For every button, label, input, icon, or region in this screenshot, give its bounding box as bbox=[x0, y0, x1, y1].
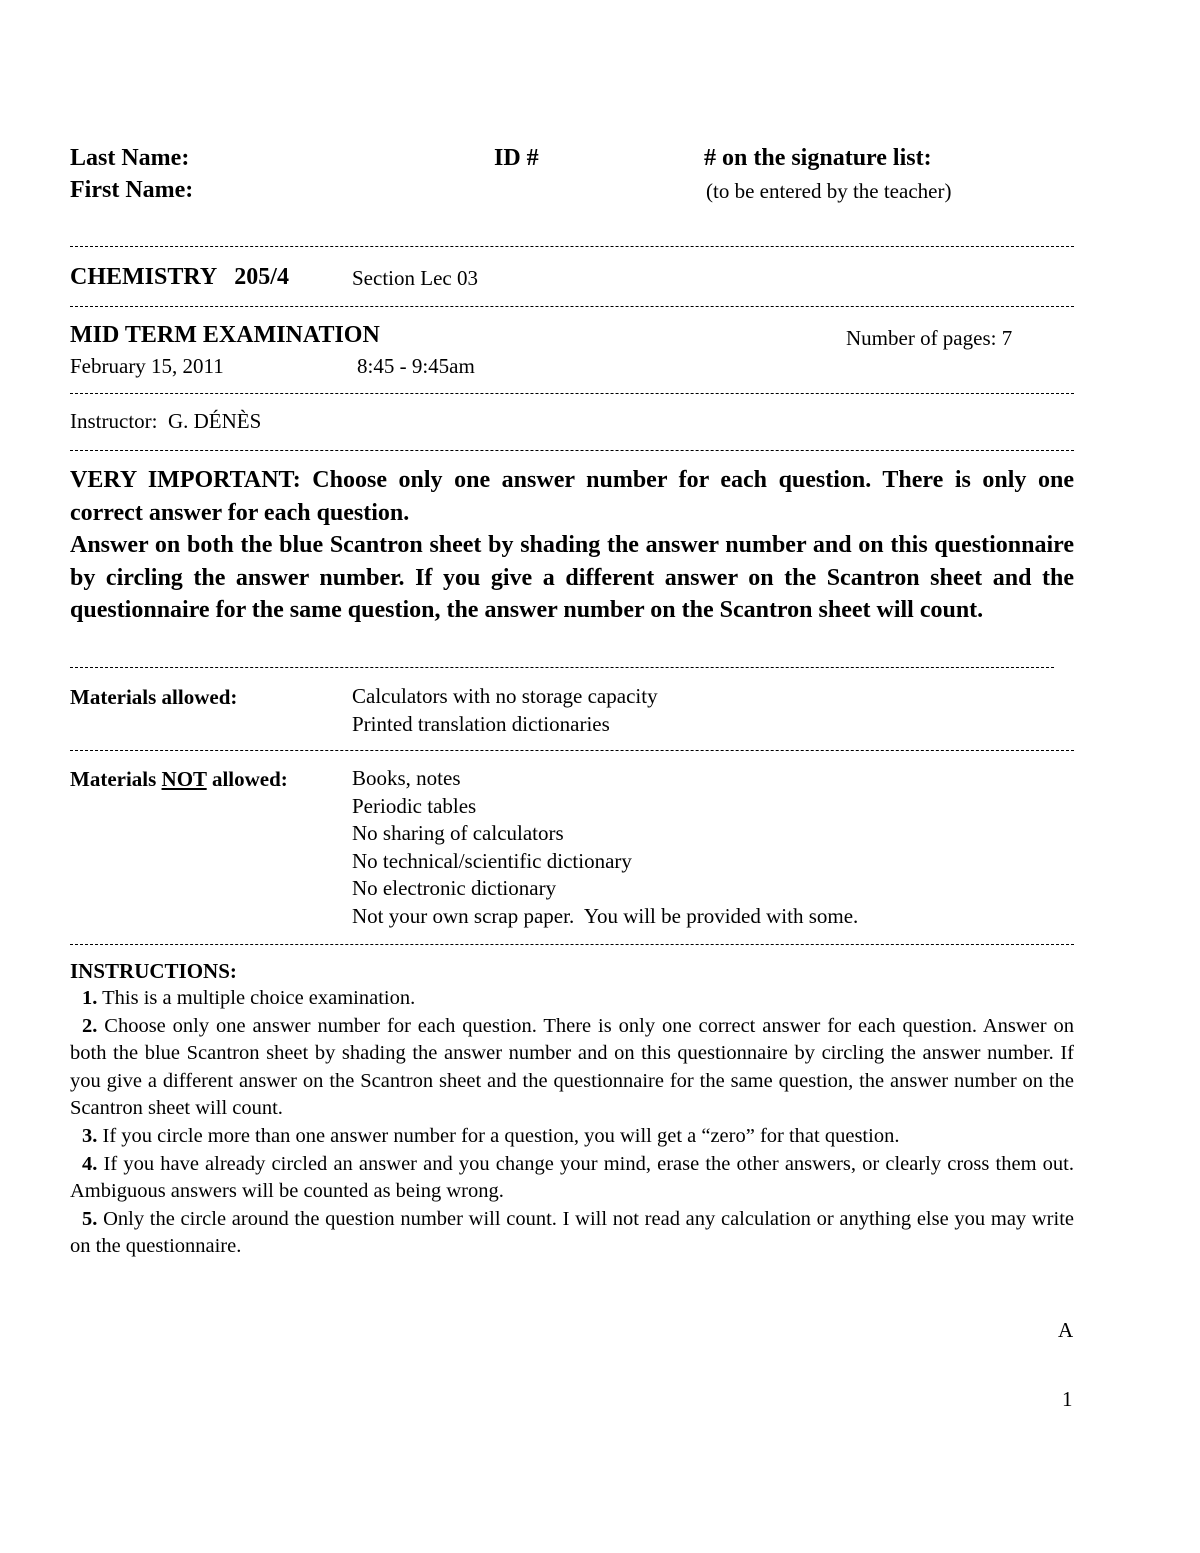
list-item: No sharing of calculators bbox=[352, 821, 564, 845]
list-item: Periodic tables bbox=[352, 793, 477, 818]
materials-allowed-label: Materials allowed: bbox=[70, 685, 238, 709]
list-item: Printed translation dictionaries bbox=[352, 711, 610, 736]
divider bbox=[70, 944, 1074, 945]
instruction-number: 1. bbox=[82, 987, 98, 1009]
instruction-number: 2. bbox=[82, 1014, 98, 1037]
list-item: Not your own scrap paper. You will be provided with some. bbox=[352, 903, 859, 928]
divider bbox=[70, 450, 1074, 451]
signature-note: (to be entered by the teacher) bbox=[706, 179, 952, 203]
not-emphasis: NOT bbox=[161, 767, 207, 791]
first-name-label: First Name: bbox=[70, 177, 194, 203]
list-item: No electronic dictionary bbox=[352, 876, 557, 900]
important-notice bbox=[70, 464, 1074, 627]
instruction-item bbox=[70, 1013, 1074, 1123]
last-name-label: Last Name: bbox=[70, 145, 190, 171]
instruction-text: If you have already circled an answer and you change your mind, erase the other answers, or clearly cross them out. Ambiguous answers will be counted as being wrong. bbox=[70, 1152, 1074, 1203]
instruction-item bbox=[70, 1123, 1074, 1151]
exam-date: February 15, 2011 bbox=[70, 354, 224, 378]
instructions-heading: INSTRUCTIONS: bbox=[70, 959, 237, 983]
instruction-text: Only the circle around the question number will count. I will not read any calculation or anything else you may write on the questionnaire. bbox=[70, 1207, 1074, 1258]
list-item: Calculators with no storage capacity bbox=[352, 684, 658, 708]
instruction-number: 3. bbox=[82, 1124, 98, 1147]
materials-allowed-list bbox=[352, 683, 658, 738]
list-item: No technical/scientific dictionary bbox=[352, 848, 632, 873]
signature-list-label: # on the signature list: bbox=[704, 145, 932, 171]
divider bbox=[70, 246, 1074, 247]
exam-time: 8:45 - 9:45am bbox=[357, 354, 475, 378]
divider bbox=[70, 306, 1074, 307]
divider bbox=[70, 667, 1054, 668]
page-number: 1 bbox=[1062, 1387, 1073, 1411]
label-part: allowed: bbox=[206, 767, 288, 791]
label-part: Materials bbox=[70, 767, 162, 791]
id-label: ID # bbox=[494, 145, 539, 171]
instructor: Instructor: G. DÉNÈS bbox=[70, 409, 262, 433]
instruction-item bbox=[70, 985, 1074, 1013]
instruction-text: This is a multiple choice examination. bbox=[97, 987, 416, 1009]
important-line-1: VERY IMPORTANT: Choose only one answer number for each question. There is only one correct answer for each question. bbox=[70, 467, 1074, 526]
course-section: Section Lec 03 bbox=[352, 266, 478, 290]
instruction-item bbox=[70, 1151, 1074, 1206]
instructions-list bbox=[70, 985, 1074, 1261]
divider bbox=[70, 393, 1074, 394]
instruction-number: 4. bbox=[82, 1152, 98, 1175]
instruction-text: If you circle more than one answer number for a question, you will get a “zero” for that question. bbox=[97, 1124, 900, 1147]
instruction-number: 5. bbox=[82, 1207, 98, 1230]
materials-not-allowed-label bbox=[70, 767, 288, 792]
materials-not-allowed-list bbox=[352, 765, 858, 930]
page-count: Number of pages: 7 bbox=[846, 326, 1013, 350]
instruction-text: Choose only one answer number for each question. There is only one correct answer for each question. Answer on both the blue Scantron sheet by shading the answer number and on this questionnaire by circling the answer number. If you give a different answer on the Scantron sheet and the questionnaire for the same question, the answer number on the Scantron sheet will count. bbox=[70, 1014, 1074, 1120]
exam-version: A bbox=[1058, 1318, 1074, 1342]
instruction-item bbox=[70, 1206, 1074, 1261]
list-item: Books, notes bbox=[352, 766, 461, 790]
divider bbox=[70, 750, 1074, 751]
exam-title: MID TERM EXAMINATION bbox=[70, 322, 380, 348]
important-line-2: Answer on both the blue Scantron sheet by shading the answer number and on this questionnaire by circling the answer number. If you give a different answer on the Scantron sheet and the questionnaire for the same question, the answer number on the Scantron sheet will count. bbox=[70, 532, 1074, 623]
course-name: CHEMISTRY 205/4 bbox=[70, 264, 289, 290]
